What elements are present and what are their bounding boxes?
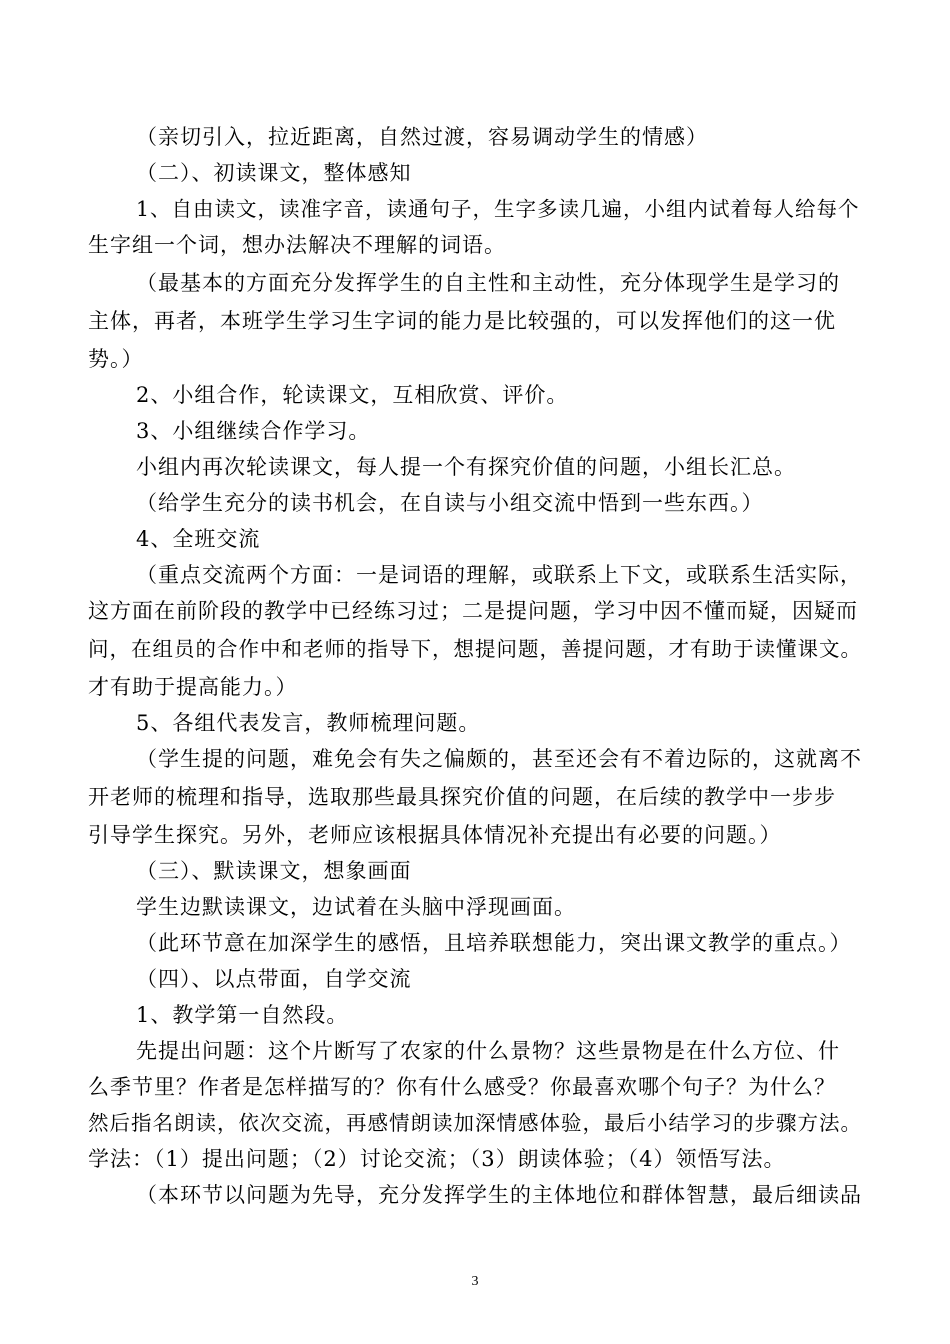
- text-line: 4、全班交流: [136, 527, 261, 551]
- text-line: 势。）: [88, 347, 144, 371]
- text-line: （给学生充分的读书机会，在自读与小组交流中悟到一些东西。）: [136, 491, 764, 515]
- text-line: 小组内再次轮读课文，每人提一个有探究价值的问题，小组长汇总。: [136, 455, 796, 479]
- text-line: （最基本的方面充分发挥学生的自主性和主动性，充分体现学生是学习的: [136, 271, 840, 295]
- text-line: 才有助于提高能力。）: [88, 675, 298, 699]
- text-line: 问，在组员的合作中和老师的指导下，想提问题，善提问题，才有助于读懂课文。: [88, 637, 862, 661]
- text-line: 先提出问题：这个片断写了农家的什么景物？这些景物是在什么方位、什: [136, 1039, 840, 1063]
- page-number: 3: [471, 1274, 479, 1289]
- text-line: 2、小组合作，轮读课文，互相欣赏、评价。: [136, 383, 569, 407]
- text-line: 5、各组代表发言，教师梳理问题。: [136, 711, 481, 735]
- text-line: 这方面在前阶段的教学中已经练习过；二是提问题，学习中因不懂而疑，因疑而: [88, 599, 858, 623]
- text-line: （亲切引入，拉近距离，自然过渡，容易调动学生的情感）: [136, 125, 708, 149]
- text-line: （重点交流两个方面：一是词语的理解，或联系上下文，或联系生活实际，: [136, 563, 862, 587]
- text-line: 1、自由读文，读准字音，读通句子，生字多读几遍，小组内试着每人给每个: [136, 197, 860, 221]
- text-line: 引导学生探究。另外，老师应该根据具体情况补充提出有必要的问题。）: [88, 823, 782, 847]
- text-line: 开老师的梳理和指导，选取那些最具探究价值的问题，在后续的教学中一步步: [88, 785, 836, 809]
- text-line: 然后指名朗读，依次交流，再感情朗读加深情感体验，最后小结学习的步骤方法。: [88, 1111, 862, 1135]
- text-line: （此环节意在加深学生的感悟，且培养联想能力，突出课文教学的重点。）: [136, 931, 852, 955]
- section-heading: （二）、初读课文，整体感知: [136, 161, 412, 185]
- text-line: 么季节里？作者是怎样描写的？你有什么感受？你最喜欢哪个句子？为什么？: [88, 1075, 836, 1099]
- text-line: 学法：（1）提出问题；（2）讨论交流；（3）朗读体验；（4）领悟写法。: [88, 1147, 786, 1171]
- text-line: 3、小组继续合作学习。: [136, 419, 371, 443]
- text-line: （学生提的问题，难免会有失之偏颇的，甚至还会有不着边际的，这就离不: [136, 747, 862, 771]
- text-line: 主体，再者，本班学生学习生字词的能力是比较强的，可以发挥他们的这一优: [88, 309, 836, 333]
- text-line: 1、教学第一自然段。: [136, 1003, 349, 1027]
- text-line: （本环节以问题为先导，充分发挥学生的主体地位和群体智慧，最后细读品: [136, 1183, 862, 1207]
- section-heading: （三）、默读课文，想象画面: [136, 859, 412, 883]
- text-line: 学生边默读课文，边试着在头脑中浮现画面。: [136, 895, 576, 919]
- section-heading: （四）、以点带面，自学交流: [136, 967, 412, 991]
- text-line: 生字组一个词，想办法解决不理解的词语。: [88, 233, 506, 257]
